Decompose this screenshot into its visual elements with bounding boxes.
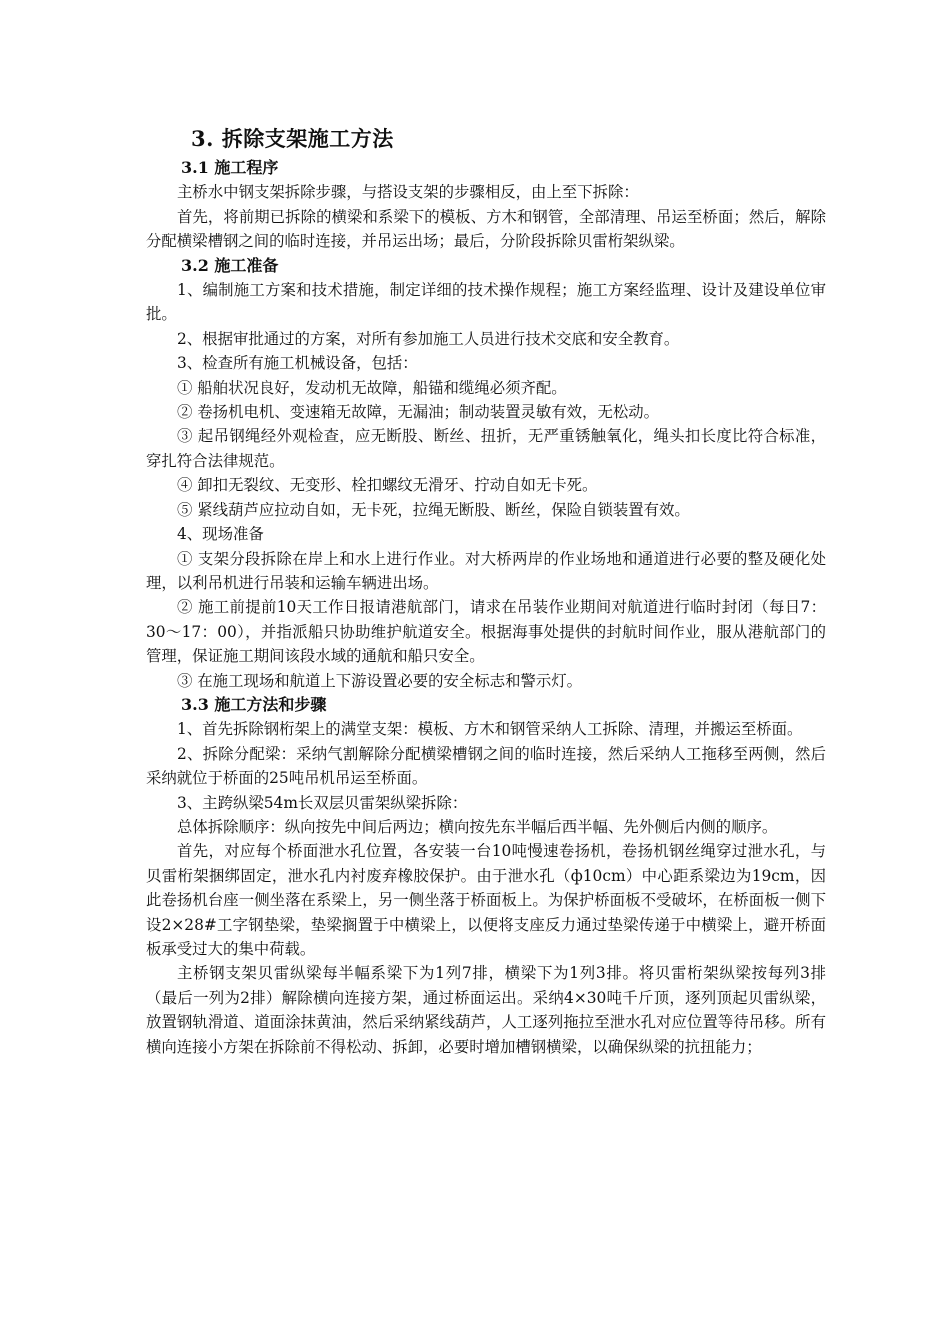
paragraph: 3、检查所有施工机械设备，包括： (177, 354, 418, 373)
section-heading-3-2: 3.2 施工准备 (181, 255, 279, 275)
section-heading-3-3: 3.3 施工方法和步骤 (181, 694, 327, 714)
paragraph: 4、现场准备 (177, 525, 264, 544)
paragraph: 总体拆除顺序：纵向按先中间后两边；横向按先东半幅后西半幅、先外侧后内侧的顺序。 (177, 817, 778, 836)
paragraph: 3、主跨纵梁54m长双层贝雷架纵梁拆除： (177, 793, 468, 812)
list-item: ① 支架分段拆除在岸上和水上进行作业。对大桥两岸的作业场地和通道进行必要的整及硬化处理，以利吊机进行吊装和运输车辆进出场。 (146, 549, 826, 592)
paragraph: 首先，对应每个桥面泄水孔位置，各安装一台10吨慢速卷扬机，卷扬机钢丝绳穿过泄水孔，与贝雷桁架捆绑固定，泄水孔内衬废弃橡胶保护。由于泄水孔（ф10cm）中心距系梁边为19cm，因此卷扬机台座一侧坐落在系梁上，另一侧坐落于桥面板上。为保护桥面板不受破坏，在桥面板一侧下设2×28#工字钢垫梁，垫梁搁置于中横梁上，以便将支座反力通过垫梁传递于中横梁上，避开桥面板承受过大的集中荷载。 (146, 842, 826, 958)
paragraph: 主桥水中钢支架拆除步骤，与搭设支架的步骤相反，由上至下拆除： (177, 183, 639, 202)
paragraph: 2、拆除分配梁：采纳气割解除分配横梁槽钢之间的临时连接，然后采纳人工拖移至两侧，然后采纳就位于桥面的25吨吊机吊运至桥面。 (146, 744, 826, 788)
paragraph: 主桥钢支架贝雷纵梁每半幅系梁下为1列7排，横梁下为1列3排。将贝雷桁架纵梁按每列3排（最后一列为2排）解除横向连接方架，通过桥面运出。采纳4×30吨千斤顶，逐列顶起贝雷纵梁，放置钢轨滑道、道面涂抹黄油，然后采纳紧线葫芦，人工逐列拖拉至泄水孔对应位置等待吊移。所有横向连接小方架在拆除前不得松动、拆卸，必要时增加槽钢横梁，以确保纵梁的抗扭能力； (146, 964, 826, 1056)
document-body (146, 122, 826, 1059)
paragraph: 首先，将前期已拆除的横梁和系梁下的模板、方木和钢管，全部清理、吊运至桥面；然后，解除分配横梁槽钢之间的临时连接，并吊运出场；最后，分阶段拆除贝雷桁架纵梁。 (146, 207, 826, 251)
list-item: ④ 卸扣无裂纹、无变形、栓扣螺纹无滑牙、拧动自如无卡死。 (177, 476, 598, 495)
list-item: ③ 起吊钢绳经外观检查，应无断股、断丝、扭折，无严重锈触氧化，绳头扣长度比符合标准，穿扎符合法律规范。 (146, 427, 826, 470)
list-item: ② 施工前提前10天工作日报请港航部门，请求在吊装作业期间对航道进行临时封闭（每日7：30～17：00），并指派船只协助维护航道安全。根据海事处提供的封航时间作业，服从港航部门的管理，保证施工期间该段水域的通航和船只安全。 (146, 598, 826, 666)
section-heading-3-1: 3.1 施工程序 (181, 158, 279, 177)
paragraph: 1、编制施工方案和技术措施，制定详细的技术操作规程；施工方案经监理、设计及建设单位审批。 (146, 281, 826, 324)
page-title: 3. 拆除支架施工方法 (191, 126, 394, 151)
list-item: ② 卷扬机电机、变速箱无故障，无漏油；制动装置灵敏有效，无松动。 (177, 403, 660, 422)
paragraph: 1、首先拆除钢桁架上的满堂支架：模板、方木和钢管采纳人工拆除、清理，并搬运至桥面。 (177, 720, 803, 739)
list-item: ③ 在施工现场和航道上下游设置必要的安全标志和警示灯。 (177, 671, 583, 690)
list-item: ① 船舶状况良好，发动机无故障，船锚和缆绳必须齐配。 (177, 378, 567, 397)
paragraph: 2、根据审批通过的方案，对所有参加施工人员进行技术交底和安全教育。 (177, 329, 680, 348)
list-item: ⑤ 紧线葫芦应拉动自如，无卡死，拉绳无断股、断丝，保险自锁装置有效。 (177, 500, 690, 519)
